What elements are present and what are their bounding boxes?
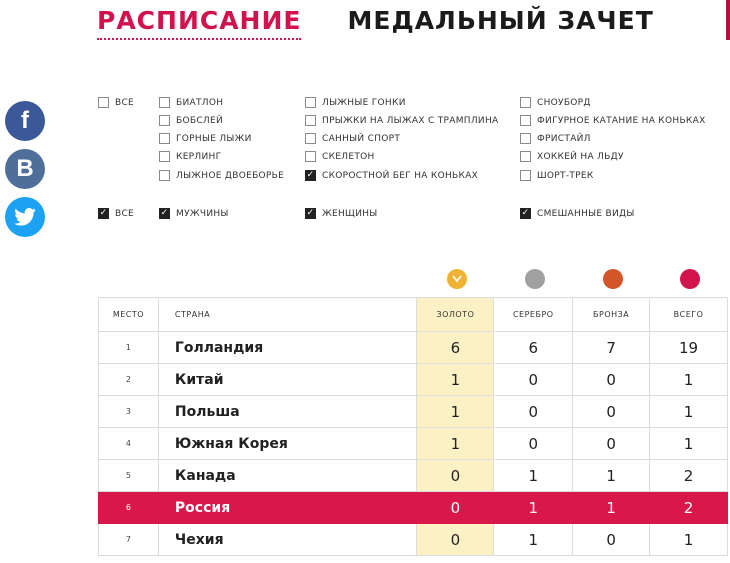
sport-filter-checkbox-label: СНОУБОРД [537,97,591,108]
sport-filter-checkbox-label: САННЫЙ СПОРТ [322,133,401,144]
country-cell: Польша [158,396,417,428]
header-gold[interactable]: ЗОЛОТО [417,298,494,332]
sport-filter-checkbox-0[interactable] [98,97,134,108]
sport-filter-checkbox-label: ХОККЕЙ НА ЛЬДУ [537,151,624,162]
country-cell: Россия [158,492,417,524]
place-cell: 5 [99,460,159,492]
gold-cell: 0 [417,492,494,524]
checkbox-empty-icon[interactable] [520,170,531,181]
sport-filter-checkbox-label: ФИГУРНОЕ КАТАНИЕ НА КОНЬКАХ [537,115,706,126]
checkbox-empty-icon[interactable] [305,97,316,108]
checkbox-empty-icon[interactable] [159,151,170,162]
down-arrow-icon [452,275,462,283]
table-row[interactable] [99,332,728,364]
country-cell: Канада [158,460,417,492]
checkbox-empty-icon[interactable] [520,151,531,162]
sport-filter-checkbox-5[interactable] [159,170,284,181]
gender-filter-checkbox-3[interactable] [520,208,635,219]
gender-filter-checkbox-label: ВСЕ [115,208,135,219]
silver-cell: 0 [494,428,573,460]
sport-filter-checkbox-2[interactable] [159,115,223,126]
place-cell: 3 [99,396,159,428]
country-cell: Китай [158,364,417,396]
sport-filter-checkbox-13[interactable] [520,133,591,144]
sport-filter-checkbox-label: СКОРОСТНОЙ БЕГ НА КОНЬКАХ [322,170,479,181]
sport-filter-checkbox-14[interactable] [520,151,624,162]
sport-filter-checkbox-4[interactable] [159,151,221,162]
bronze-cell: 0 [573,524,650,556]
country-cell: Голландия [158,332,417,364]
sport-filter-checkbox-label: КЕРЛИНГ [176,151,222,162]
gender-filter-checkbox-1[interactable] [159,208,229,219]
checkbox-empty-icon[interactable] [159,97,170,108]
checkbox-empty-icon[interactable] [305,151,316,162]
header-country[interactable]: СТРАНА [158,298,417,332]
place-cell: 2 [99,364,159,396]
checkbox-checked-icon[interactable]: ✓ [306,208,315,218]
place-cell: 7 [99,524,159,556]
checkbox-checked-icon[interactable]: ✓ [521,208,530,218]
silver-cell: 6 [494,332,573,364]
checkbox-empty-icon[interactable] [159,170,170,181]
checkbox-checked-icon[interactable]: ✓ [99,208,108,218]
medal-table-body [99,332,728,556]
sport-filter-checkbox-6[interactable] [305,97,406,108]
table-row[interactable] [99,428,728,460]
gender-filter-checkbox-0[interactable] [98,208,134,219]
checkbox-empty-icon[interactable] [520,97,531,108]
table-row[interactable] [99,524,728,556]
checkbox-empty-icon[interactable] [520,115,531,126]
silver-cell: 1 [494,492,573,524]
place-cell: 4 [99,428,159,460]
total-cell: 2 [650,460,728,492]
sport-filter-checkbox-label: ЛЫЖНОЕ ДВОЕБОРЬЕ [176,170,285,181]
sport-filter-checkbox-10[interactable] [305,170,478,181]
bronze-cell: 7 [573,332,650,364]
gold-cell: 6 [417,332,494,364]
checkbox-checked-icon[interactable]: ✓ [160,208,169,218]
total-cell: 1 [650,396,728,428]
sport-filter-checkbox-label: ЛЫЖНЫЕ ГОНКИ [322,97,406,108]
medal-table [98,297,728,556]
place-cell: 6 [99,492,159,524]
sport-filter-checkbox-label: БИАТЛОН [176,97,224,108]
sport-filter-checkbox-label: БОБСЛЕЙ [176,115,224,126]
header-total[interactable]: ВСЕГО [650,298,728,332]
gold-cell: 0 [417,460,494,492]
gold-cell: 1 [417,396,494,428]
facebook-share-icon[interactable]: f [5,101,45,141]
gold-cell: 1 [417,364,494,396]
total-cell: 1 [650,524,728,556]
gold-medal-icon [447,269,467,289]
total-cell: 2 [650,492,728,524]
silver-cell: 0 [494,396,573,428]
total-cell: 1 [650,364,728,396]
main-tabs [97,6,654,40]
gender-filter-checkbox-label: ЖЕНЩИНЫ [322,208,378,219]
tab-medal-standings[interactable]: МЕДАЛЬНЫЙ ЗАЧЕТ [347,6,654,35]
total-medal-icon [680,269,700,289]
sport-filter-checkbox-label: ВСЕ [115,97,135,108]
table-row[interactable] [99,460,728,492]
sport-filter-checkbox-12[interactable] [520,115,706,126]
country-cell: Южная Корея [158,428,417,460]
gender-filter-checkbox-label: МУЖЧИНЫ [176,208,229,219]
checkbox-empty-icon[interactable] [98,97,109,108]
bronze-cell: 0 [573,396,650,428]
checkbox-empty-icon[interactable] [520,133,531,144]
bronze-cell: 0 [573,364,650,396]
sport-filter-checkbox-label: ФРИСТАЙЛ [537,133,591,144]
gender-filter-checkbox-label: СМЕШАННЫЕ ВИДЫ [537,208,635,219]
sport-filter-checkbox-1[interactable] [159,97,223,108]
table-row[interactable] [99,364,728,396]
sport-filter-checkbox-label: ПРЫЖКИ НА ЛЫЖАХ С ТРАМПЛИНА [322,115,499,126]
total-cell: 1 [650,428,728,460]
silver-cell: 0 [494,364,573,396]
header-bronze[interactable]: БРОНЗА [573,298,650,332]
silver-medal-icon [525,269,545,289]
twitter-share-icon[interactable] [5,197,45,237]
bronze-cell: 1 [573,492,650,524]
sport-filter-checkbox-label: СКЕЛЕТОН [322,151,375,162]
checkbox-empty-icon[interactable] [305,115,316,126]
silver-cell: 1 [494,460,573,492]
checkbox-empty-icon[interactable] [159,133,170,144]
header-silver[interactable]: СЕРЕБРО [494,298,573,332]
total-cell: 19 [650,332,728,364]
place-cell: 1 [99,332,159,364]
gold-cell: 0 [417,524,494,556]
gold-cell: 1 [417,428,494,460]
checkbox-empty-icon[interactable] [159,115,170,126]
bronze-medal-icon [603,269,623,289]
country-cell: Чехия [158,524,417,556]
bronze-cell: 0 [573,428,650,460]
checkbox-checked-icon[interactable]: ✓ [306,170,315,180]
table-row[interactable] [99,492,728,524]
sport-filter-checkbox-11[interactable] [520,97,591,108]
sport-filter-checkbox-9[interactable] [305,151,375,162]
page-edge-accent [726,0,730,40]
vkontakte-share-icon[interactable]: B [5,149,45,189]
silver-cell: 1 [494,524,573,556]
tab-schedule[interactable]: РАСПИСАНИЕ [97,6,301,40]
table-row[interactable] [99,396,728,428]
checkbox-empty-icon[interactable] [305,133,316,144]
sport-filter-checkbox-label: ШОРТ-ТРЕК [537,170,594,181]
sport-filter-checkbox-3[interactable] [159,133,252,144]
bronze-cell: 1 [573,460,650,492]
medal-table-header [99,298,728,332]
sport-filter-checkbox-label: ГОРНЫЕ ЛЫЖИ [176,133,252,144]
header-place[interactable]: МЕСТО [99,298,159,332]
sport-filter-checkbox-7[interactable] [305,115,498,126]
sport-filter-checkbox-15[interactable] [520,170,594,181]
sport-filter-checkbox-8[interactable] [305,133,400,144]
twitter-bird-icon [14,208,36,226]
gender-filter-checkbox-2[interactable] [305,208,378,219]
